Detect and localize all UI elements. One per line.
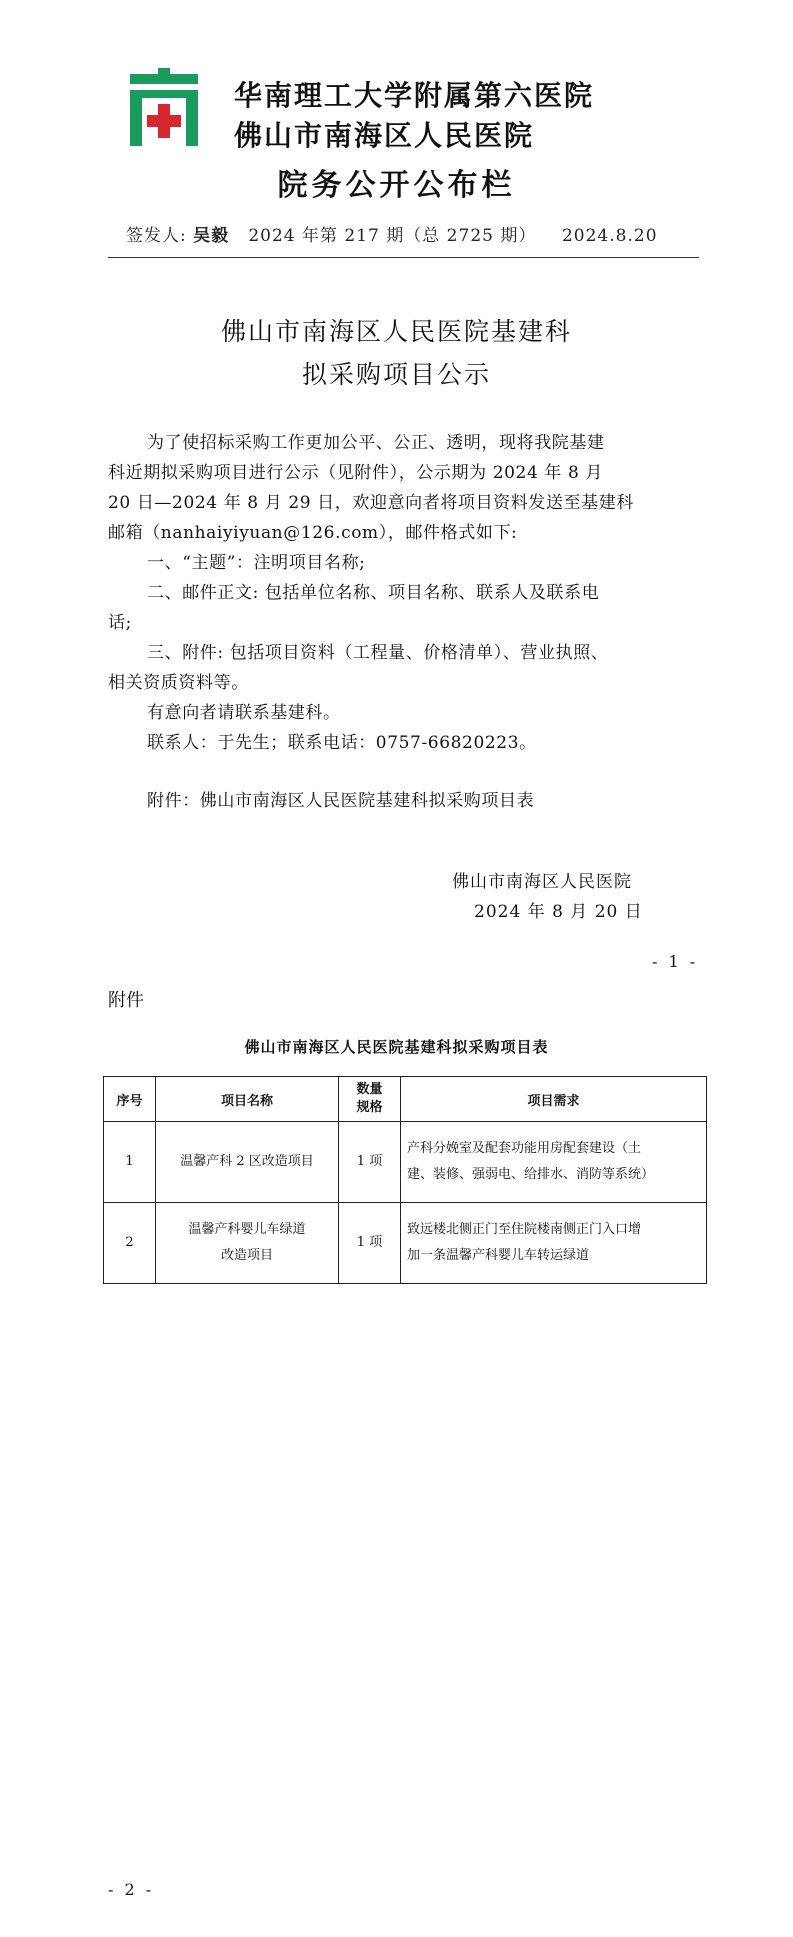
table-row [104,1203,707,1284]
row-req-line2: 加一条温馨产科婴儿车转运绿道 [407,1248,590,1263]
issue-number: 2024 年第 217 期（总 2725 期） [248,226,537,246]
row-req-line1: 致远楼北侧正门至住院楼南侧正门入口增 [407,1222,642,1237]
header-divider [108,257,699,258]
row-name [156,1203,339,1284]
issuer-name: 吴毅 [193,226,230,246]
body-line: 二、邮件正文: 包括单位名称、项目名称、联系人及联系电 [147,583,600,603]
row-req-line1: 产科分娩室及配套功能用房配套建设（土 [407,1141,642,1156]
header-qty [339,1077,401,1122]
row-name: 温馨产科 2 区改造项目 [156,1122,339,1203]
row-requirement [401,1122,707,1203]
contact-line: 联系人：于先生；联系电话：0757-66820223。 [147,733,537,753]
row-qty: 1 项 [339,1203,401,1284]
row-req-line2: 建、装修、强弱电、给排水、消防等系统） [407,1167,655,1182]
procurement-table [103,1076,707,1284]
attachment-label: 附件 [108,990,144,1011]
header-qty-line1: 数量 [356,1082,383,1097]
hospital-name-line1: 华南理工大学附属第六医院 [234,79,595,112]
page-number-1: - 1 - [652,952,699,971]
body-line: 有意向者请联系基建科。 [147,703,341,723]
hospital-name-line2: 佛山市南海区人民医院 [234,119,535,152]
issue-info [126,221,658,246]
body-line: 一、“主题”：注明项目名称; [147,553,366,573]
row-name-line2: 改造项目 [220,1248,273,1263]
hospital-logo [124,68,204,148]
body-line: 邮箱（nanhaiyiyuan@126.com），邮件格式如下: [108,523,518,543]
signature-org: 佛山市南海区人民医院 [452,872,632,892]
body-line: 三、附件: 包括项目资料（工程量、价格清单）、营业执照、 [147,643,609,663]
table-header-row [104,1077,707,1122]
attachment-table-title: 佛山市南海区人民医院基建科拟采购项目表 [244,1038,549,1056]
issue-date: 2024.8.20 [561,226,658,246]
notice-title-line2: 拟采购项目公示 [301,360,491,389]
signature-date: 2024 年 8 月 20 日 [474,902,643,922]
header-requirement: 项目需求 [401,1077,707,1122]
row-no: 1 [104,1122,156,1203]
header-no: 序号 [104,1077,156,1122]
body-line: 20 日—2024 年 8 月 29 日，欢迎意向者将项目资料发送至基建科 [108,493,634,513]
attachment-reference: 附件：佛山市南海区人民医院基建科拟采购项目表 [147,791,535,811]
header-qty-line2: 规格 [356,1100,383,1115]
body-line: 为了使招标采购工作更加公平、公正、透明，现将我院基建 [147,433,605,453]
table-row [104,1122,707,1203]
row-requirement [401,1203,707,1284]
hospital-logo-icon [124,68,204,148]
row-no: 2 [104,1203,156,1284]
body-line: 话; [108,613,132,633]
row-name-line1: 温馨产科婴儿车绿道 [188,1222,306,1237]
notice-title-line1: 佛山市南海区人民医院基建科 [220,317,572,346]
header-name: 项目名称 [156,1077,339,1122]
row-qty: 1 项 [339,1122,401,1203]
page-number-2: - 2 - [108,1880,155,1899]
body-line: 科近期拟采购项目进行公示（见附件），公示期为 2024 年 8 月 [108,463,603,483]
board-title: 院务公开公布栏 [277,168,516,203]
body-line: 相关资质资料等。 [108,673,249,693]
issuer-label: 签发人: [126,226,187,246]
